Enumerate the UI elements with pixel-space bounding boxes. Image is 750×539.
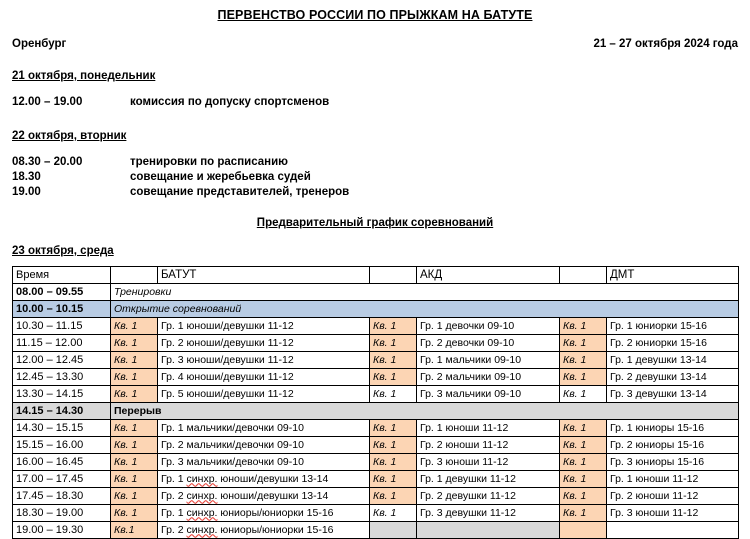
table-row (13, 284, 739, 301)
day-heading-tuesday: 22 октября, вторник (12, 130, 127, 142)
cell-akd-group: Гр. 1 девочки 09-10 (417, 318, 560, 335)
cell-dmt-group (607, 522, 739, 539)
cell-dmt-quarter: Кв. 1 (560, 437, 607, 454)
cell-dmt-group: Гр. 2 юниорки 15-16 (607, 335, 739, 352)
cell-banner-label: Тренировки (111, 284, 739, 301)
section-subtitle (12, 217, 738, 229)
cell-time: 14.30 – 15.15 (13, 420, 111, 437)
day-heading-wednesday: 23 октября, среда (12, 245, 114, 257)
schedule-entry (12, 155, 738, 170)
entry-description: совещание представителей, тренеров (130, 186, 350, 198)
column-header-dmt-kv (560, 267, 607, 284)
column-header-akd-kv (370, 267, 417, 284)
cell-akd-group: Гр. 1 юноши 11-12 (417, 420, 560, 437)
cell-batut-group: Гр. 2 синхр. юниоры/юниорки 15-16 (158, 522, 370, 539)
table-row (13, 471, 739, 488)
cell-batut-group: Гр. 1 мальчики/девочки 09-10 (158, 420, 370, 437)
cell-dmt-group: Гр. 3 юноши 11-12 (607, 505, 739, 522)
cell-batut-quarter: Кв. 1 (111, 386, 158, 403)
cell-banner-label: Открытие соревнований (111, 301, 739, 318)
cell-batut-group: Гр. 2 синхр. юноши/девушки 13-14 (158, 488, 370, 505)
cell-time: 10.00 – 10.15 (13, 301, 111, 318)
table-row (13, 488, 739, 505)
cell-dmt-quarter (560, 522, 607, 539)
cell-dmt-group: Гр. 1 юниорки 15-16 (607, 318, 739, 335)
cell-batut-quarter: Кв. 1 (111, 505, 158, 522)
section-subtitle-text: Предварительный график соревнований (256, 217, 494, 229)
column-header-dmt: ДМТ (607, 267, 739, 284)
cell-batut-group: Гр. 5 юноши/девушки 11-12 (158, 386, 370, 403)
cell-akd-group: Гр. 2 девушки 11-12 (417, 488, 560, 505)
cell-batut-group: Гр. 2 мальчики/девочки 09-10 (158, 437, 370, 454)
column-header-akd: АКД (417, 267, 560, 284)
cell-batut-quarter: Кв. 1 (111, 335, 158, 352)
cell-batut-group: Гр. 3 юноши/девушки 11-12 (158, 352, 370, 369)
cell-dmt-quarter: Кв. 1 (560, 386, 607, 403)
cell-akd-group: Гр. 1 мальчики 09-10 (417, 352, 560, 369)
cell-akd-quarter: Кв. 1 (370, 437, 417, 454)
cell-akd-quarter: Кв. 1 (370, 369, 417, 386)
cell-time: 14.15 – 14.30 (13, 403, 111, 420)
document-page (0, 8, 750, 536)
cell-time: 11.15 – 12.00 (13, 335, 111, 352)
cell-batut-quarter: Кв. 1 (111, 488, 158, 505)
table-row (13, 505, 739, 522)
cell-akd-quarter: Кв. 1 (370, 318, 417, 335)
cell-dmt-quarter: Кв. 1 (560, 488, 607, 505)
cell-batut-quarter: Кв.1 (111, 522, 158, 539)
table-row (13, 454, 739, 471)
table-header-row (13, 267, 739, 284)
cell-batut-quarter: Кв. 1 (111, 352, 158, 369)
entry-description: комиссия по допуску спортсменов (130, 96, 330, 108)
column-header-time: Время (13, 267, 111, 284)
cell-time: 17.00 – 17.45 (13, 471, 111, 488)
cell-akd-group: Гр. 2 мальчики 09-10 (417, 369, 560, 386)
cell-dmt-quarter: Кв. 1 (560, 352, 607, 369)
day-entries-tuesday (12, 155, 738, 200)
dates-label: 21 – 27 октября 2024 года (593, 38, 738, 50)
day-entries-monday (12, 95, 738, 110)
table-row (13, 420, 739, 437)
cell-banner-label: Перерыв (111, 403, 739, 420)
cell-akd-group: Гр. 3 девушки 11-12 (417, 505, 560, 522)
cell-dmt-group: Гр. 2 юниоры 15-16 (607, 437, 739, 454)
entry-time: 18.30 (12, 171, 41, 183)
cell-time: 15.15 – 16.00 (13, 437, 111, 454)
cell-batut-group: Гр. 1 синхр. юниоры/юниорки 15-16 (158, 505, 370, 522)
cell-akd-quarter: Кв. 1 (370, 335, 417, 352)
cell-dmt-group: Гр. 1 юниоры 15-16 (607, 420, 739, 437)
entry-time: 19.00 (12, 186, 41, 198)
schedule-entry (12, 185, 738, 200)
competition-schedule-table (12, 266, 739, 539)
cell-dmt-quarter: Кв. 1 (560, 335, 607, 352)
cell-akd-group: Гр. 2 юноши 11-12 (417, 437, 560, 454)
table-row (13, 335, 739, 352)
entry-time: 08.30 – 20.00 (12, 156, 83, 168)
table-row (13, 386, 739, 403)
table-body (13, 284, 739, 539)
page-title-text: ПЕРВЕНСТВО РОССИИ ПО ПРЫЖКАМ НА БАТУТЕ (217, 8, 533, 22)
table-header (13, 267, 739, 284)
misspelled-word: синхр. (186, 506, 218, 519)
cell-batut-quarter: Кв. 1 (111, 420, 158, 437)
cell-time: 08.00 – 09.55 (13, 284, 111, 301)
cell-dmt-group: Гр. 1 девушки 13-14 (607, 352, 739, 369)
cell-dmt-group: Гр. 3 девушки 13-14 (607, 386, 739, 403)
column-header-batut-kv (111, 267, 158, 284)
cell-akd-quarter: Кв. 1 (370, 454, 417, 471)
table-row (13, 301, 739, 318)
cell-batut-group: Гр. 3 мальчики/девочки 09-10 (158, 454, 370, 471)
cell-dmt-group: Гр. 3 юниоры 15-16 (607, 454, 739, 471)
page-title (12, 8, 738, 22)
cell-akd-quarter: Кв. 1 (370, 352, 417, 369)
cell-batut-quarter: Кв. 1 (111, 318, 158, 335)
cell-time: 17.45 – 18.30 (13, 488, 111, 505)
cell-time: 12.45 – 13.30 (13, 369, 111, 386)
cell-time: 13.30 – 14.15 (13, 386, 111, 403)
cell-dmt-group: Гр. 2 юноши 11-12 (607, 488, 739, 505)
cell-akd-quarter: Кв. 1 (370, 386, 417, 403)
cell-dmt-quarter: Кв. 1 (560, 505, 607, 522)
day-heading-monday: 21 октября, понедельник (12, 70, 156, 82)
cell-batut-quarter: Кв. 1 (111, 369, 158, 386)
cell-batut-group: Гр. 2 юноши/девушки 11-12 (158, 335, 370, 352)
cell-akd-group: Гр. 2 девочки 09-10 (417, 335, 560, 352)
entry-description: совещание и жеребьевка судей (130, 171, 311, 183)
entry-time: 12.00 – 19.00 (12, 96, 83, 108)
misspelled-word: синхр. (186, 489, 218, 502)
cell-batut-quarter: Кв. 1 (111, 454, 158, 471)
cell-time: 12.00 – 12.45 (13, 352, 111, 369)
cell-dmt-quarter: Кв. 1 (560, 454, 607, 471)
table-row (13, 437, 739, 454)
cell-akd-quarter: Кв. 1 (370, 488, 417, 505)
cell-dmt-group: Гр. 1 юноши 11-12 (607, 471, 739, 488)
misspelled-word: синхр. (186, 472, 218, 485)
cell-batut-group: Гр. 1 синхр. юноши/девушки 13-14 (158, 471, 370, 488)
cell-time: 10.30 – 11.15 (13, 318, 111, 335)
cell-akd-group: Гр. 1 девушки 11-12 (417, 471, 560, 488)
misspelled-word: синхр. (186, 523, 218, 536)
cell-akd-group: Гр. 3 мальчики 09-10 (417, 386, 560, 403)
column-header-batut: БАТУТ (158, 267, 370, 284)
schedule-entry (12, 170, 738, 185)
cell-time: 19.00 – 19.30 (13, 522, 111, 539)
cell-time: 16.00 – 16.45 (13, 454, 111, 471)
cell-batut-quarter: Кв. 1 (111, 437, 158, 454)
cell-dmt-quarter: Кв. 1 (560, 471, 607, 488)
table-row (13, 369, 739, 386)
cell-dmt-quarter: Кв. 1 (560, 420, 607, 437)
city-label: Оренбург (12, 38, 67, 50)
cell-dmt-quarter: Кв. 1 (560, 369, 607, 386)
table-row (13, 318, 739, 335)
cell-batut-quarter: Кв. 1 (111, 471, 158, 488)
city-date-line (12, 38, 738, 50)
cell-dmt-quarter: Кв. 1 (560, 318, 607, 335)
cell-akd-group (417, 522, 560, 539)
cell-akd-quarter: Кв. 1 (370, 420, 417, 437)
cell-akd-group: Гр. 3 юноши 11-12 (417, 454, 560, 471)
cell-time: 18.30 – 19.00 (13, 505, 111, 522)
cell-batut-group: Гр. 4 юноши/девушки 11-12 (158, 369, 370, 386)
table-row (13, 403, 739, 420)
cell-batut-group: Гр. 1 юноши/девушки 11-12 (158, 318, 370, 335)
table-row (13, 352, 739, 369)
cell-akd-quarter: Кв. 1 (370, 505, 417, 522)
cell-dmt-group: Гр. 2 девушки 13-14 (607, 369, 739, 386)
entry-description: тренировки по расписанию (130, 156, 288, 168)
cell-akd-quarter (370, 522, 417, 539)
cell-akd-quarter: Кв. 1 (370, 471, 417, 488)
schedule-entry (12, 95, 738, 110)
table-row (13, 522, 739, 539)
